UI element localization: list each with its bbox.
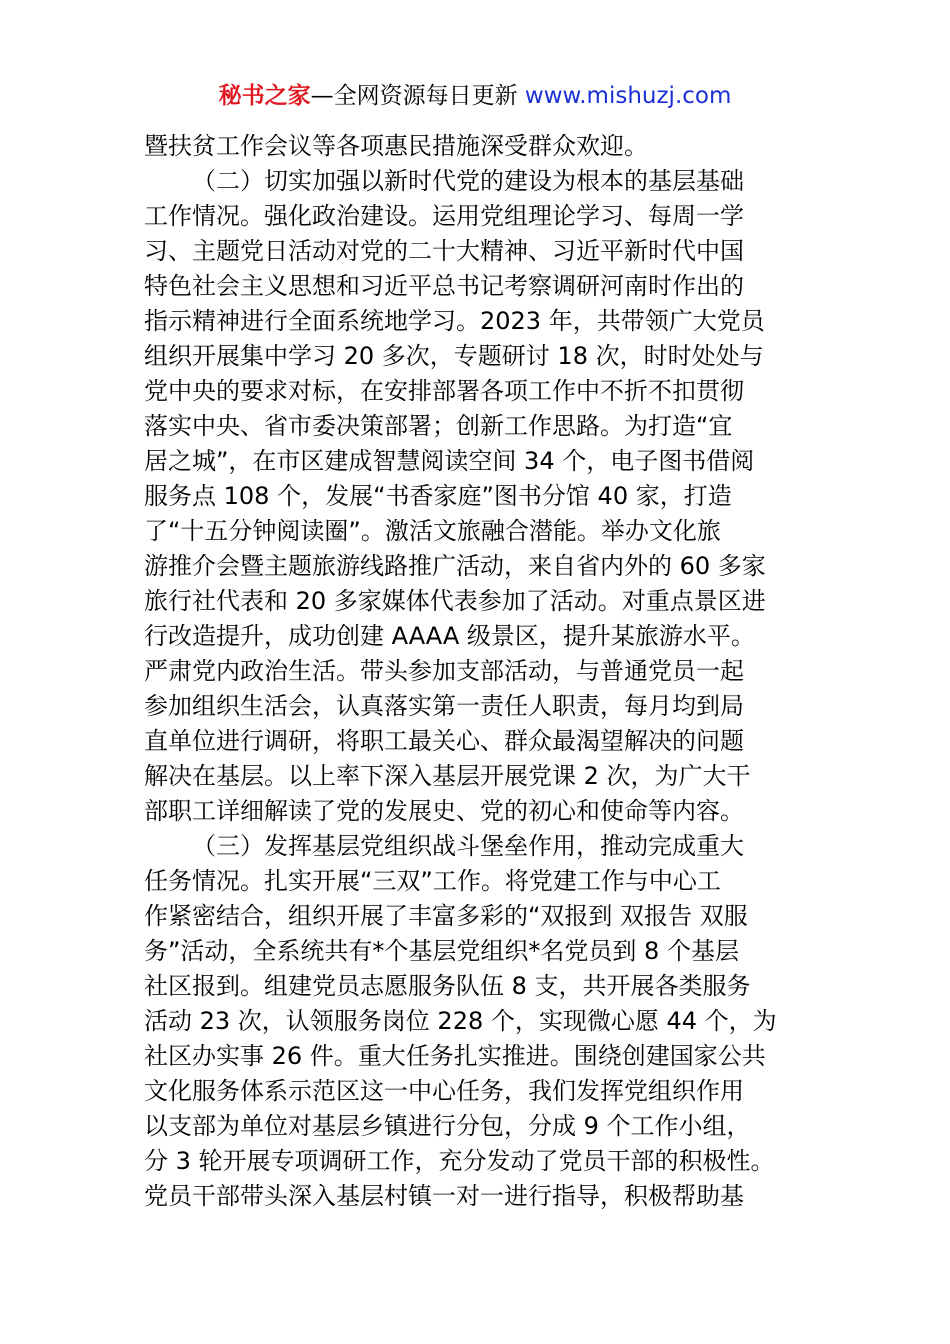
- text-line: 参加组织生活会，认真落实第一责任人职责，每月均到局: [144, 692, 744, 720]
- text-line: 行改造提升，成功创建 AAAA 级景区，提升某旅游水平。: [144, 622, 755, 650]
- text-line: 以支部为单位对基层乡镇进行分包，分成 9 个工作小组，: [144, 1112, 751, 1140]
- text-line: 特色社会主义思想和习近平总书记考察调研河南时作出的: [144, 272, 744, 300]
- text-line: 作紧密结合，组织开展了丰富多彩的“双报到 双报告 双服: [144, 902, 748, 930]
- text-line: 党员干部带头深入基层村镇一对一进行指导，积极帮助基: [144, 1182, 744, 1210]
- text-line: 落实中央、省市委决策部署；创新工作思路。为打造“宜: [144, 412, 733, 440]
- text-line: 务”活动，全系统共有*个基层党组织*名党员到 8 个基层: [144, 937, 739, 965]
- site-tagline: —全网资源每日更新: [310, 83, 525, 109]
- text-line: 了“十五分钟阅读圈”。激活文旅融合潜能。举办文化旅: [144, 517, 721, 545]
- text-line: 游推介会暨主题旅游线路推广活动，来自省内外的 60 多家: [144, 552, 766, 580]
- text-line: 社区报到。组建党员志愿服务队伍 8 支，共开展各类服务: [144, 972, 751, 1000]
- page-header: [0, 80, 950, 112]
- text-line: 组织开展集中学习 20 多次，专题研讨 18 次，时时处处与: [144, 342, 764, 370]
- text-line: 解决在基层。以上率下深入基层开展党课 2 次，为广大干: [144, 762, 751, 790]
- paragraph-start-line: （二）切实加强以新时代党的建设为根本的基层基础: [192, 167, 744, 195]
- text-line: 习、主题党日活动对党的二十大精神、习近平新时代中国: [144, 237, 744, 265]
- paragraph-start-line: （三）发挥基层党组织战斗堡垒作用，推动完成重大: [192, 832, 744, 860]
- site-brand: 秘书之家: [218, 83, 311, 109]
- text-line: 旅行社代表和 20 多家媒体代表参加了活动。对重点景区进: [144, 587, 766, 615]
- text-line: 工作情况。强化政治建设。运用党组理论学习、每周一学: [144, 202, 744, 230]
- text-line: 暨扶贫工作会议等各项惠民措施深受群众欢迎。: [144, 132, 648, 160]
- text-line: 指示精神进行全面系统地学习。2023 年，共带领广大党员: [144, 307, 765, 335]
- site-url[interactable]: www.mishuzj.com: [524, 83, 732, 109]
- text-line: 文化服务体系示范区这一中心任务，我们发挥党组织作用: [144, 1077, 744, 1105]
- text-line: 服务点 108 个，发展“书香家庭”图书分馆 40 家，打造: [144, 482, 732, 510]
- text-line: 活动 23 次，认领服务岗位 228 个，实现微心愿 44 个，为: [144, 1007, 777, 1035]
- text-line: 党中央的要求对标，在安排部署各项工作中不折不扣贯彻: [144, 377, 744, 405]
- document-body: [144, 129, 834, 1214]
- text-line: 部职工详细解读了党的发展史、党的初心和使命等内容。: [144, 797, 744, 825]
- text-line: 任务情况。扎实开展“三双”工作。将党建工作与中心工: [144, 867, 721, 895]
- text-line: 分 3 轮开展专项调研工作，充分发动了党员干部的积极性。: [144, 1147, 775, 1175]
- text-line: 社区办实事 26 件。重大任务扎实推进。围绕创建国家公共: [144, 1042, 766, 1070]
- text-line: 居之城”，在市区建成智慧阅读空间 34 个，电子图书借阅: [144, 447, 755, 475]
- text-line: 严肃党内政治生活。带头参加支部活动，与普通党员一起: [144, 657, 744, 685]
- text-line: 直单位进行调研，将职工最关心、群众最渴望解决的问题: [144, 727, 744, 755]
